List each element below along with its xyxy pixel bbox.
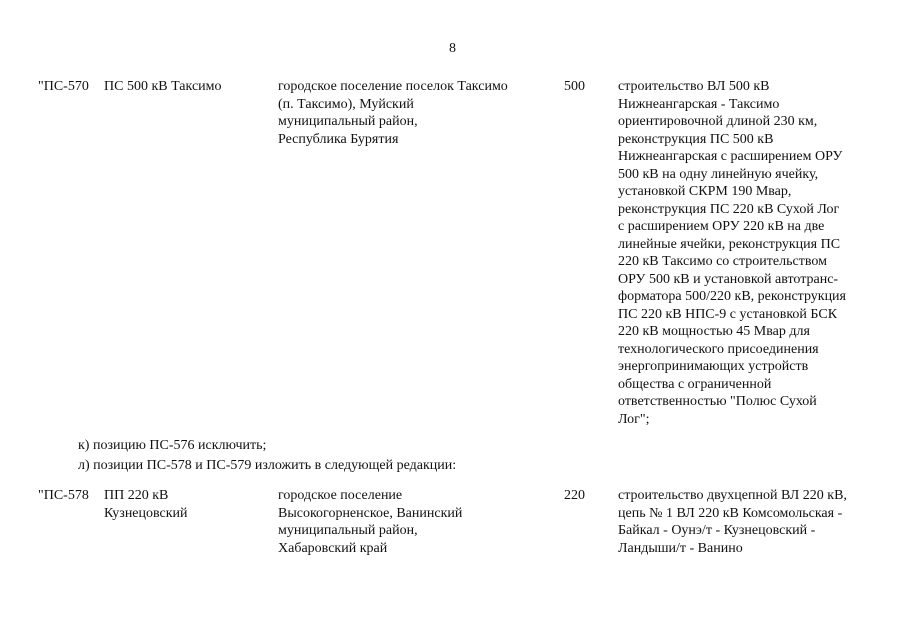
substation-name: ПС 500 кВ Таксимо: [104, 79, 222, 94]
instruction-l: л) позиции ПС-578 и ПС-579 изложить в следующей редакции:: [78, 458, 457, 473]
measures: строительство ВЛ 500 кВ Нижнеангарская - Таксимо ориентировочной длиной 230 км, реконструкция ПС 500 кВ Нижнеангарская с расширением ОРУ 500 кВ на одну линейную ячейку, установкой СКРМ 190 Мвар, реконструкция ПС 220 кВ Сухой Лог с расширением ОРУ 220 кВ на две линейные ячейки, реконструкция ПС 220 кВ Таксимо со строительством ОРУ 500 кВ и установкой автотранс- форматора 500/220 кВ, реконструкция ПС 220 кВ НПС-9 с установкой БСК 220 кВ мощностью 45 Мвар для технологического присоединения энергопринимающих устройств общества с ограниченной ответственностью "Полюс Сухой Лог";: [618, 79, 846, 427]
position-code: "ПС-578: [38, 488, 89, 503]
voltage: 500: [564, 79, 585, 94]
voltage: 220: [564, 488, 585, 503]
page-number: 8: [449, 41, 456, 56]
instruction-k: к) позицию ПС-576 исключить;: [78, 438, 267, 453]
location: городское поселение поселок Таксимо (п. Таксимо), Муйский муниципальный район, Республика Бурятия: [278, 79, 508, 147]
location: городское поселение Высокогорненское, Ванинский муниципальный район, Хабаровский край: [278, 488, 463, 556]
substation-name: ПП 220 кВ Кузнецовский: [104, 488, 188, 521]
position-code: "ПС-570: [38, 79, 89, 94]
measures: строительство двухцепной ВЛ 220 кВ, цепь № 1 ВЛ 220 кВ Комсомольская - Байкал - Оунэ/т - Кузнецовский - Ландыши/т - Ванино: [618, 488, 847, 556]
